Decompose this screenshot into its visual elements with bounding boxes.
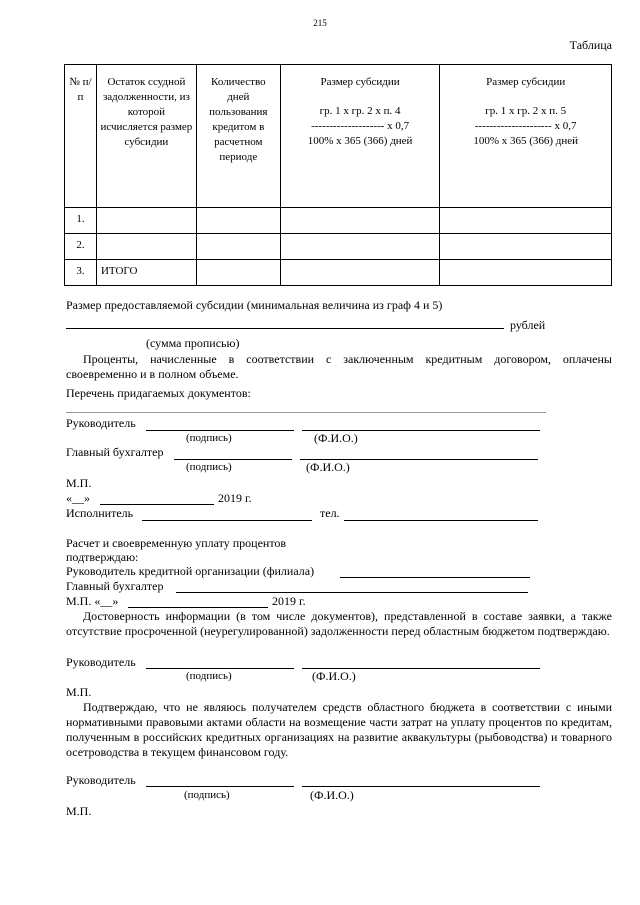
row-cell (280, 208, 440, 234)
subsidy-table (64, 64, 612, 286)
p5-numerator: гр. 1 х гр. 2 х п. 5 (485, 105, 567, 117)
chief-accountant-label: Главный бухгалтер (66, 579, 164, 593)
calc-confirm-line1: Расчет и своевременную уплату процентов (66, 536, 287, 550)
signature-caption: (подпись) (186, 461, 232, 473)
mp-label: М.П. (66, 804, 92, 818)
row-cell (96, 234, 196, 260)
tel-label: тел. (320, 506, 340, 520)
p4-denominator: 100% х 365 (366) дней (307, 135, 413, 147)
reliability-paragraph: Достоверность информации (в том числе документов), представленной в составе заявки, а также отсутствие просроченной (неурегулированной) задолженности перед областным бюджетом подтверждаю. (66, 609, 612, 638)
mp-label: М.П. (66, 476, 92, 490)
year-label: 2019 г. (272, 594, 306, 608)
signature-caption: (подпись) (186, 670, 232, 682)
fio-caption: (Ф.И.О.) (310, 788, 354, 802)
rubles-label: рублей (510, 318, 546, 332)
p5-title: Размер субсидии (486, 76, 566, 88)
p5-denominator: 100% х 365 (366) дней (473, 135, 579, 147)
head-label: Руководитель (66, 655, 136, 669)
p4-numerator: гр. 1 х гр. 2 х п. 4 (319, 105, 401, 117)
head-signature-line-2[interactable] (146, 668, 294, 669)
executor-label: Исполнитель (66, 506, 134, 520)
row-num: 1. (65, 208, 97, 234)
head-signature-line[interactable] (146, 430, 294, 431)
calc-confirm-line2: подтверждаю: (66, 550, 139, 564)
accountant-signature-line[interactable] (174, 459, 292, 460)
final-confirmation-paragraph: Подтверждаю, что не являюсь получателем средств областного бюджета в соответствии с иными нормативными правовыми актами области на возмещение части затрат на уплату процентов по кредитам, полученным в российских кредитных организациях на развитие аквакультуры (рыбоводства) и товарного осетроводства в текущем финансовом году. (66, 700, 612, 759)
year-label: 2019 г. (218, 491, 252, 505)
head-label: Руководитель (66, 773, 136, 787)
fio-caption: (Ф.И.О.) (306, 460, 350, 474)
row-cell (280, 260, 440, 286)
header-balance: Остаток ссудной задолженности, из которой исчисляется размер субсидии (96, 65, 196, 208)
header-days: Количество дней пользования кредитом в расчетном периоде (196, 65, 280, 208)
row-cell (196, 208, 280, 234)
signature-caption: (подпись) (184, 789, 230, 801)
table-row (65, 234, 612, 260)
header-subsidy-p4 (280, 65, 440, 208)
mp-date-label: М.П. «__» (66, 594, 119, 608)
tel-line[interactable] (344, 520, 538, 521)
table-header-row (65, 65, 612, 208)
interest-paragraph: Проценты, начисленные в соответствии с заключенным кредитным договором, оплачены своевременно и в полном объеме. (66, 352, 612, 381)
bank-head-line[interactable] (340, 577, 530, 578)
documents-list-label: Перечень придагаемых документов: (66, 386, 251, 400)
head-signature-line-3[interactable] (146, 786, 294, 787)
p5-fraction-line: --------------------- х 0,7 (474, 120, 577, 132)
subsidy-amount-line[interactable] (66, 328, 504, 329)
row-cell (280, 234, 440, 260)
bank-accountant-line[interactable] (176, 592, 528, 593)
date-line[interactable] (100, 504, 214, 505)
row-cell (440, 260, 612, 286)
date-open: «__» (66, 491, 90, 505)
table-label: Таблица (569, 38, 612, 52)
p4-fraction-line: -------------------- х 0,7 (311, 120, 410, 132)
row-cell (440, 208, 612, 234)
table-row (65, 208, 612, 234)
documents-list-line[interactable] (66, 412, 546, 413)
mp-label: М.П. (66, 685, 92, 699)
bank-head-label: Руководитель кредитной организации (филиала) (66, 564, 315, 578)
signature-caption: (подпись) (186, 432, 232, 444)
header-subsidy-p5 (440, 65, 612, 208)
row-num: 2. (65, 234, 97, 260)
bank-date-line[interactable] (128, 607, 268, 608)
executor-line[interactable] (142, 520, 312, 521)
p4-title: Размер субсидии (320, 76, 400, 88)
fio-caption: (Ф.И.О.) (314, 431, 358, 445)
head-label: Руководитель (66, 416, 136, 430)
row-num: 3. (65, 260, 97, 286)
page-number: 215 (313, 18, 327, 28)
subsidy-size-label: Размер предоставляемой субсидии (минимальная величина из граф 4 и 5) (66, 298, 443, 312)
sum-in-words-caption: (сумма прописью) (146, 336, 240, 350)
row-cell (196, 260, 280, 286)
row-cell (196, 234, 280, 260)
total-label: ИТОГО (96, 260, 196, 286)
chief-accountant-label: Главный бухгалтер (66, 445, 164, 459)
header-num: № п/п (65, 65, 97, 208)
fio-caption: (Ф.И.О.) (312, 669, 356, 683)
table-row-total (65, 260, 612, 286)
row-cell (440, 234, 612, 260)
head-name-line-3[interactable] (302, 786, 540, 787)
row-cell (96, 208, 196, 234)
